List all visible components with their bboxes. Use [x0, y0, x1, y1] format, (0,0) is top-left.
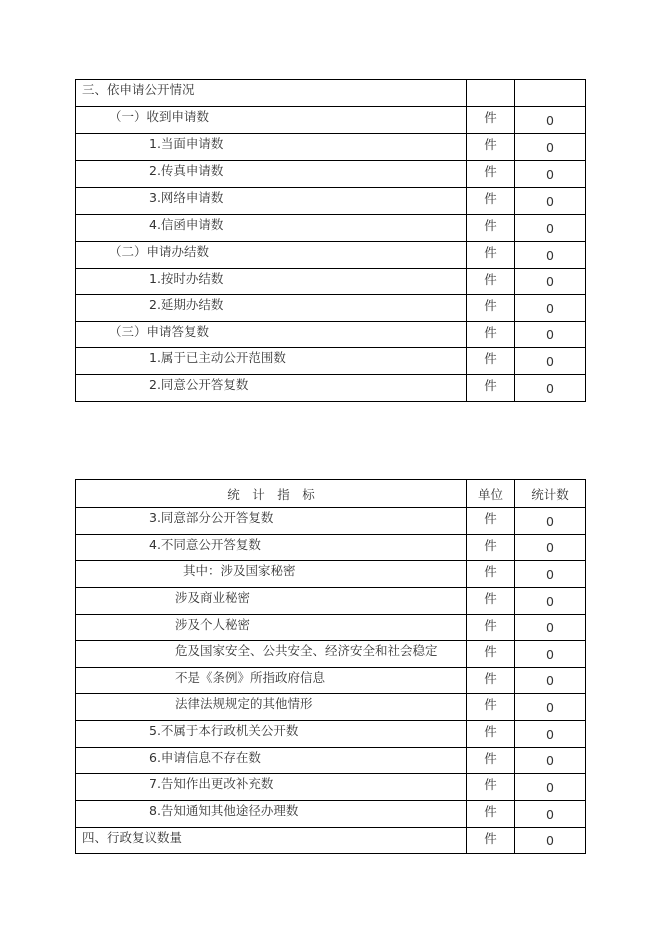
- row-unit-text: 件: [484, 830, 497, 846]
- row-unit-text: 件: [484, 511, 497, 526]
- table-row: [76, 748, 586, 774]
- row-label-text: 4.不同意公开答复数: [149, 536, 261, 552]
- table-row: [76, 295, 586, 322]
- row-count: 0: [515, 508, 586, 535]
- table-row: [76, 242, 586, 269]
- table-row: [76, 721, 586, 748]
- row-unit: [467, 322, 515, 348]
- row-label-text: 涉及个人秘密: [175, 616, 251, 632]
- row-label-text: （一）收到申请数: [109, 109, 210, 124]
- row-unit-text: 件: [484, 351, 497, 366]
- row-unit: [467, 161, 515, 188]
- row-label-text: 四、行政复议数量: [82, 829, 183, 845]
- row-unit: [467, 748, 515, 774]
- row-count: 0: [515, 348, 586, 375]
- row-label: [76, 348, 467, 375]
- row-unit-text: 件: [484, 537, 497, 553]
- row-unit: [467, 721, 515, 748]
- row-unit: [467, 801, 515, 828]
- row-label: [76, 508, 467, 535]
- row-count: 0: [515, 161, 586, 188]
- row-count: 0: [515, 269, 586, 295]
- row-label: [76, 80, 467, 107]
- row-count: 0: [515, 561, 586, 588]
- row-label: [76, 561, 467, 588]
- row-label-text: 4.信函申请数: [149, 217, 224, 232]
- row-unit-text: 件: [484, 110, 497, 125]
- table-row: [76, 161, 586, 188]
- row-label: [76, 801, 467, 828]
- table-row: [76, 348, 586, 375]
- statistics-table-part-2: [75, 479, 586, 854]
- table-row: [76, 188, 586, 215]
- row-label-text: 7.告知作出更改补充数: [149, 776, 274, 791]
- row-label: [76, 134, 467, 161]
- row-unit: [467, 107, 515, 134]
- row-unit-text: 件: [484, 777, 497, 792]
- header-indicator: 统 计 指 标: [76, 480, 467, 508]
- row-count: 0: [515, 535, 586, 561]
- row-unit-text: 件: [484, 697, 497, 712]
- row-label-text: 1.当面申请数: [149, 136, 224, 151]
- row-label: [76, 668, 467, 694]
- row-count: 0: [515, 375, 586, 402]
- row-count: 0: [515, 588, 586, 615]
- table-row: [76, 801, 586, 828]
- row-count: 0: [515, 828, 586, 854]
- row-unit: [467, 80, 515, 107]
- row-unit: [467, 828, 515, 854]
- row-unit: [467, 269, 515, 295]
- row-unit-text: 件: [484, 750, 497, 766]
- table-row: [76, 588, 586, 615]
- row-unit-text: 件: [484, 245, 497, 260]
- row-count: 0: [515, 748, 586, 774]
- table-row: [76, 322, 586, 348]
- row-unit: [467, 535, 515, 561]
- row-label: [76, 748, 467, 774]
- row-label-text: 1.按时办结数: [149, 270, 224, 286]
- row-unit: [467, 188, 515, 215]
- table-row: [76, 694, 586, 721]
- row-label: [76, 215, 467, 242]
- row-label: [76, 588, 467, 615]
- row-label: [76, 828, 467, 854]
- row-label-text: 5.不属于本行政机关公开数: [149, 723, 299, 738]
- row-unit-text: 件: [484, 724, 497, 739]
- row-unit: [467, 348, 515, 375]
- row-count: 0: [515, 774, 586, 801]
- row-label: [76, 721, 467, 748]
- table-row: [76, 615, 586, 641]
- row-label-text: 3.网络申请数: [149, 190, 224, 205]
- row-unit: [467, 508, 515, 535]
- header-count: 统计数: [515, 480, 586, 508]
- row-unit-text: 件: [484, 191, 497, 206]
- row-label: [76, 774, 467, 801]
- row-unit: [467, 615, 515, 641]
- table-row: [76, 107, 586, 134]
- row-unit-text: 件: [484, 271, 497, 287]
- statistics-table-part-1: [75, 79, 586, 402]
- table-row: [76, 774, 586, 801]
- row-label-text: （二）申请办结数: [109, 244, 210, 259]
- row-count: 0: [515, 694, 586, 721]
- row-unit: [467, 561, 515, 588]
- table-row: [76, 668, 586, 694]
- row-label-text: （三）申请答复数: [109, 323, 210, 339]
- row-unit-text: 件: [484, 564, 497, 579]
- table-row: [76, 828, 586, 854]
- row-unit-text: 件: [484, 617, 497, 633]
- row-label-text: 2.传真申请数: [149, 163, 224, 178]
- row-unit-text: 件: [484, 218, 497, 233]
- row-label-text: 3.同意部分公开答复数: [149, 510, 274, 525]
- row-label-text: 不是《条例》所指政府信息: [175, 669, 326, 685]
- header-unit: 单位: [467, 480, 515, 508]
- table-row: [76, 535, 586, 561]
- row-unit-text: 件: [484, 298, 497, 313]
- row-unit: [467, 295, 515, 322]
- row-unit: [467, 774, 515, 801]
- row-count: 0: [515, 188, 586, 215]
- row-unit-text: 件: [484, 670, 497, 686]
- row-label: [76, 188, 467, 215]
- row-unit-text: 件: [484, 137, 497, 152]
- row-count: 0: [515, 215, 586, 242]
- row-unit-text: 件: [484, 164, 497, 179]
- row-unit: [467, 134, 515, 161]
- table-row: [76, 215, 586, 242]
- row-label-text: 涉及商业秘密: [175, 590, 251, 605]
- row-unit: [467, 242, 515, 269]
- row-unit-text: 件: [484, 804, 497, 819]
- table-row: [76, 641, 586, 668]
- row-label: [76, 322, 467, 348]
- table-row: [76, 375, 586, 402]
- row-label-text: 1.属于已主动公开范围数: [149, 350, 286, 365]
- row-count: 0: [515, 107, 586, 134]
- row-count: 0: [515, 615, 586, 641]
- row-label: [76, 535, 467, 561]
- row-label: [76, 694, 467, 721]
- row-label: [76, 161, 467, 188]
- row-count: 0: [515, 322, 586, 348]
- row-label-text: 2.延期办结数: [149, 297, 224, 312]
- row-label: [76, 615, 467, 641]
- table-row: [76, 561, 586, 588]
- row-unit: [467, 588, 515, 615]
- table-row: [76, 508, 586, 535]
- row-unit: [467, 375, 515, 402]
- row-count: 0: [515, 668, 586, 694]
- row-label-text: 2.同意公开答复数: [149, 377, 249, 392]
- row-count: 0: [515, 242, 586, 269]
- row-unit-text: 件: [484, 324, 497, 340]
- table-row: [76, 269, 586, 295]
- row-count: 0: [515, 295, 586, 322]
- row-label: [76, 107, 467, 134]
- row-label-text: 6.申请信息不存在数: [149, 749, 261, 765]
- row-unit-text: 件: [484, 591, 497, 606]
- row-unit-text: 件: [484, 644, 497, 659]
- row-label-text: 法律法规规定的其他情形: [175, 696, 313, 711]
- row-label: [76, 295, 467, 322]
- row-unit: [467, 215, 515, 242]
- table-row: [76, 134, 586, 161]
- row-unit: [467, 641, 515, 668]
- row-label: [76, 242, 467, 269]
- row-label: [76, 375, 467, 402]
- table-row: [76, 80, 586, 107]
- table-header-row: [76, 480, 586, 508]
- row-count: 0: [515, 641, 586, 668]
- row-label-text: 危及国家安全、公共安全、经济安全和社会稳定: [175, 643, 438, 658]
- row-unit: [467, 694, 515, 721]
- row-label: [76, 269, 467, 295]
- row-count: 0: [515, 721, 586, 748]
- row-label: [76, 641, 467, 668]
- row-count: 0: [515, 134, 586, 161]
- row-count: [515, 80, 586, 107]
- row-label-text: 其中：涉及国家秘密: [183, 563, 296, 578]
- row-unit: [467, 668, 515, 694]
- row-label-text: 三、依申请公开情况: [82, 82, 195, 97]
- row-count: 0: [515, 801, 586, 828]
- row-unit-text: 件: [484, 378, 497, 393]
- row-label-text: 8.告知通知其他途径办理数: [149, 803, 299, 818]
